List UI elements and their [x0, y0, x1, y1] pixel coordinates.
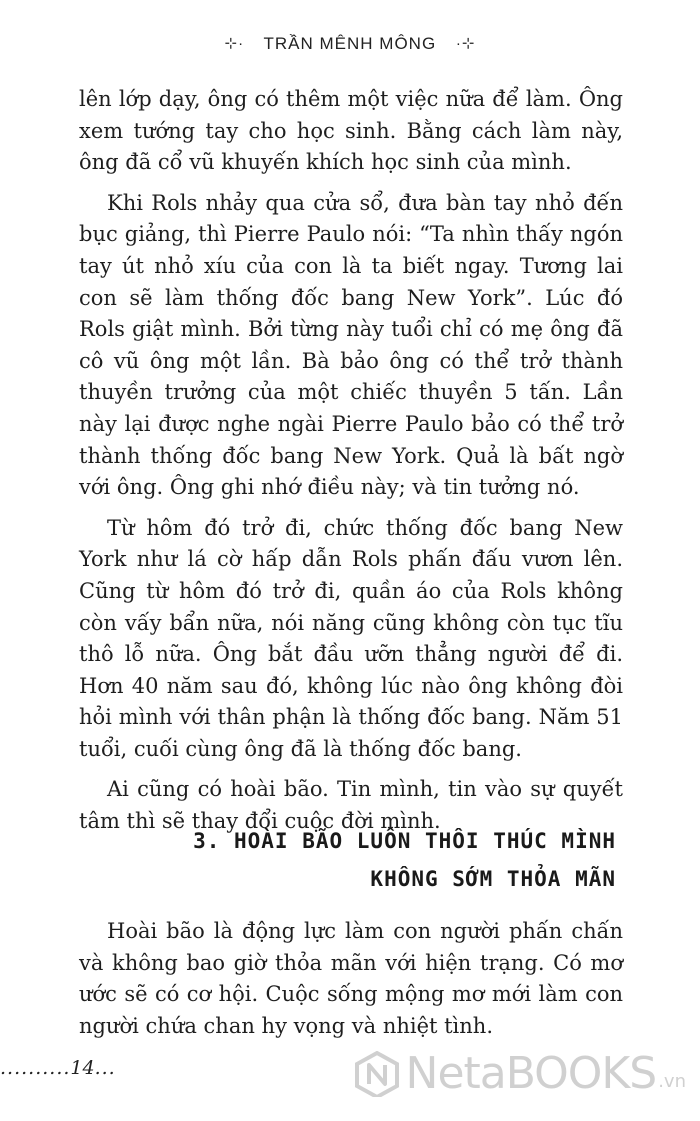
section-body	[79, 916, 623, 1042]
footer-dots-left: ..........	[0, 1057, 71, 1079]
neta-logo-icon	[354, 1051, 400, 1097]
watermark-brand: NetaBOOKS	[405, 1048, 657, 1099]
page-number: 14	[70, 1057, 95, 1079]
watermark	[354, 1048, 686, 1099]
watermark-tld: .vn	[658, 1071, 686, 1092]
book-author-title: TRẦN MÊNH MÔNG	[263, 34, 437, 53]
section-heading	[193, 822, 616, 898]
page-number-footer	[0, 1057, 116, 1079]
paragraph-3: Từ hôm đó trở đi, chức thống đốc bang New York như lá cờ hấp dẫn Rols phấn đấu vươn lên. Cũng từ hôm đó trở đi, quần áo của Rols không còn vấy bẩn nữa, nói năng cũng không còn tục tĩu thô lỗ nữa. Ông bắt đầu ưỡn thẳng người để đi. Hơn 40 năm sau đó, không lúc nào ông không đòi hỏi mình với thân phận là thống đốc bang. Năm 51 tuổi, cuối cùng ông đã là thống đốc bang.	[79, 515, 623, 761]
paragraph-2: Khi Rols nhảy qua cửa sổ, đưa bàn tay nhỏ đến bục giảng, thì Pierre Paulo nói: “Ta nhìn thấy ngón tay út nhỏ xíu của con là ta biết ngay. Tương lai con sẽ làm thống đốc bang New York”. Lúc đó Rols giật mình. Bởi từng này tuổi chỉ có mẹ ông đã cô vũ ông một lần. Bà bảo ông có thể trở thành thuyền trưởng của một chiếc thuyền 5 tấn. Lần này lại được nghe ngài Pierre Paulo bảo có thể trở thành thống đốc bang New York. Quả là bất ngờ với ông. Ông ghi nhớ điều này; và tin tưởng nó.	[79, 190, 623, 500]
ornament-left-icon: ⊹·	[224, 35, 245, 52]
section-heading-line-2: KHÔNG SỚM THỎA MÃN	[370, 867, 616, 891]
section-heading-line-1: 3. HOÀI BÃO LUÔN THÔI THÚC MÌNH	[193, 829, 616, 853]
paragraph-1: lên lớp dạy, ông có thêm một việc nữa để làm. Ông xem tướng tay cho học sinh. Bằng cách làm này, ông đã cổ vũ khuyến khích học sinh của mình.	[79, 87, 623, 175]
body-text	[79, 84, 623, 847]
paragraph-4: Ai cũng có hoài bão. Tin mình, tin vào sự quyết tâm thì sẽ thay đổi cuộc đời mình.	[79, 777, 623, 834]
footer-dots-right: ...	[94, 1057, 116, 1079]
ornament-right-icon: ·⊹	[455, 35, 476, 52]
running-header	[0, 34, 700, 54]
section-paragraph: Hoài bão là động lực làm con người phấn chấn và không bao giờ thỏa mãn với hiện trạng. Có mơ ước sẽ có cơ hội. Cuộc sống mộng mơ mới làm con người chứa chan hy vọng và nhiệt tình.	[79, 919, 623, 1038]
